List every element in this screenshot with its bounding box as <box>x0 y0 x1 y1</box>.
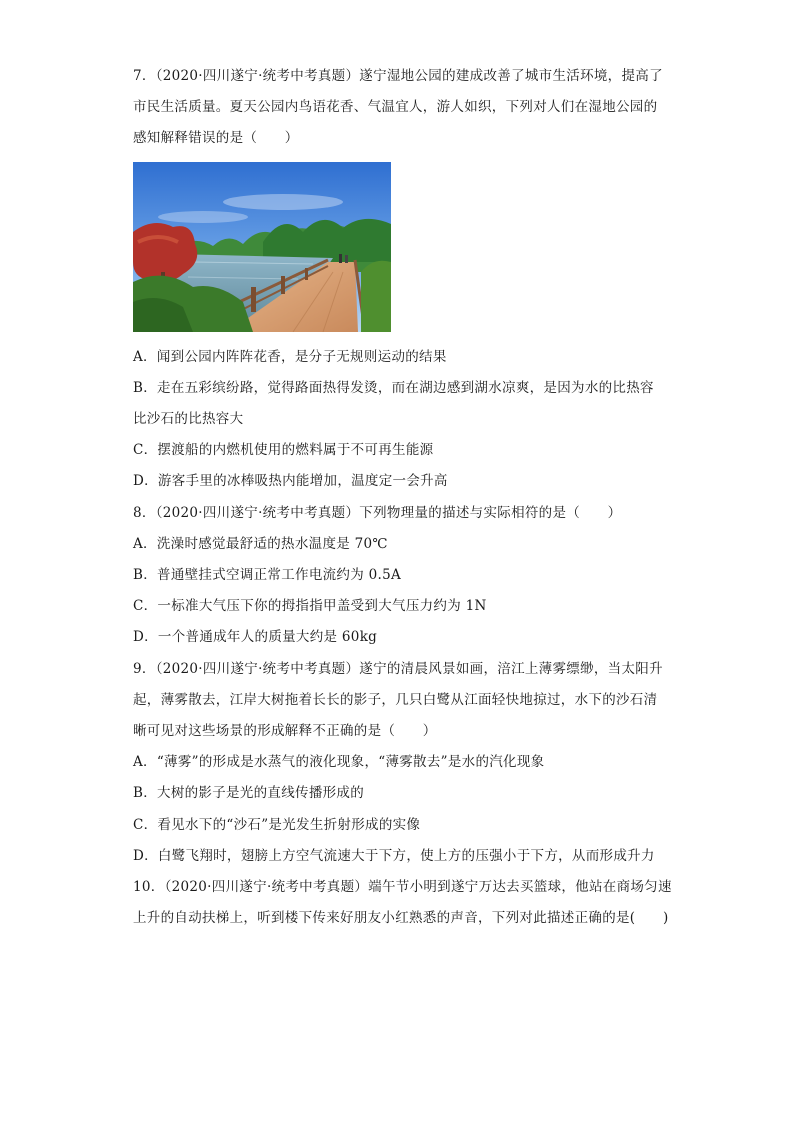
q10-stem-line-2: 上升的自动扶梯上，听到楼下传来好朋友小红熟悉的声音，下列对此描述正确的是( ) <box>133 910 669 926</box>
q9-stem-line-1: 9．（2020·四川遂宁·统考中考真题）遂宁的清晨风景如画，涪江上薄雾缥缈，当太阳升 <box>133 661 663 677</box>
q8-option-d: D．一个普通成年人的质量大约是 60kg <box>133 629 378 645</box>
q7-option-a: A．闻到公园内阵阵花香，是分子无规则运动的结果 <box>133 349 447 365</box>
q8-stem: 8．（2020·四川遂宁·统考中考真题）下列物理量的描述与实际相符的是（ ） <box>133 505 622 521</box>
q7-stem-line-2: 市民生活质量。夏天公园内鸟语花香、气温宜人，游人如织，下列对人们在湿地公园的 <box>133 99 658 115</box>
q8-option-a: A．洗澡时感觉最舒适的热水温度是 70℃ <box>133 536 388 552</box>
q9-stem-line-3: 晰可见对这些场景的形成解释不正确的是（ ） <box>133 723 437 739</box>
q9-option-a: A．“薄雾”的形成是水蒸气的液化现象，“薄雾散去”是水的汽化现象 <box>133 754 545 770</box>
q9-option-c: C．看见水下的“沙石”是光发生折射形成的实像 <box>133 817 421 833</box>
q9-stem-line-2: 起，薄雾散去，江岸大树拖着长长的影子，几只白鹭从江面轻快地掠过，水下的沙石清 <box>133 692 658 708</box>
q9-option-d: D．白鹭飞翔时，翅膀上方空气流速大于下方，使上方的压强小于下方，从而形成升力 <box>133 848 655 864</box>
q8-option-b: B．普通壁挂式空调正常工作电流约为 0.5A <box>133 567 402 583</box>
q7-stem-line-3: 感知解释错误的是（ ） <box>133 130 299 146</box>
wetland-park-photo <box>133 162 391 332</box>
q8-option-c: C．一标准大气压下你的拇指指甲盖受到大气压力约为 1N <box>133 598 487 614</box>
q9-option-b: B．大树的影子是光的直线传播形成的 <box>133 785 365 801</box>
q7-option-d: D．游客手里的冰棒吸热内能增加，温度定一会升高 <box>133 473 448 489</box>
q7-stem-line-1: 7．（2020·四川遂宁·统考中考真题）遂宁湿地公园的建成改善了城市生活环境，提高了 <box>133 68 663 84</box>
q7-option-b-line-1: B．走在五彩缤纷路，觉得路面热得发烫，而在湖边感到湖水凉爽，是因为水的比热容 <box>133 380 654 396</box>
q10-stem-line-1: 10．（2020·四川遂宁·统考中考真题）端午节小明到遂宁万达去买篮球，他站在商场匀速 <box>133 879 672 895</box>
q7-option-b-line-2: 比沙石的比热容大 <box>133 411 244 427</box>
q7-option-c: C．摆渡船的内燃机使用的燃料属于不可再生能源 <box>133 442 434 458</box>
